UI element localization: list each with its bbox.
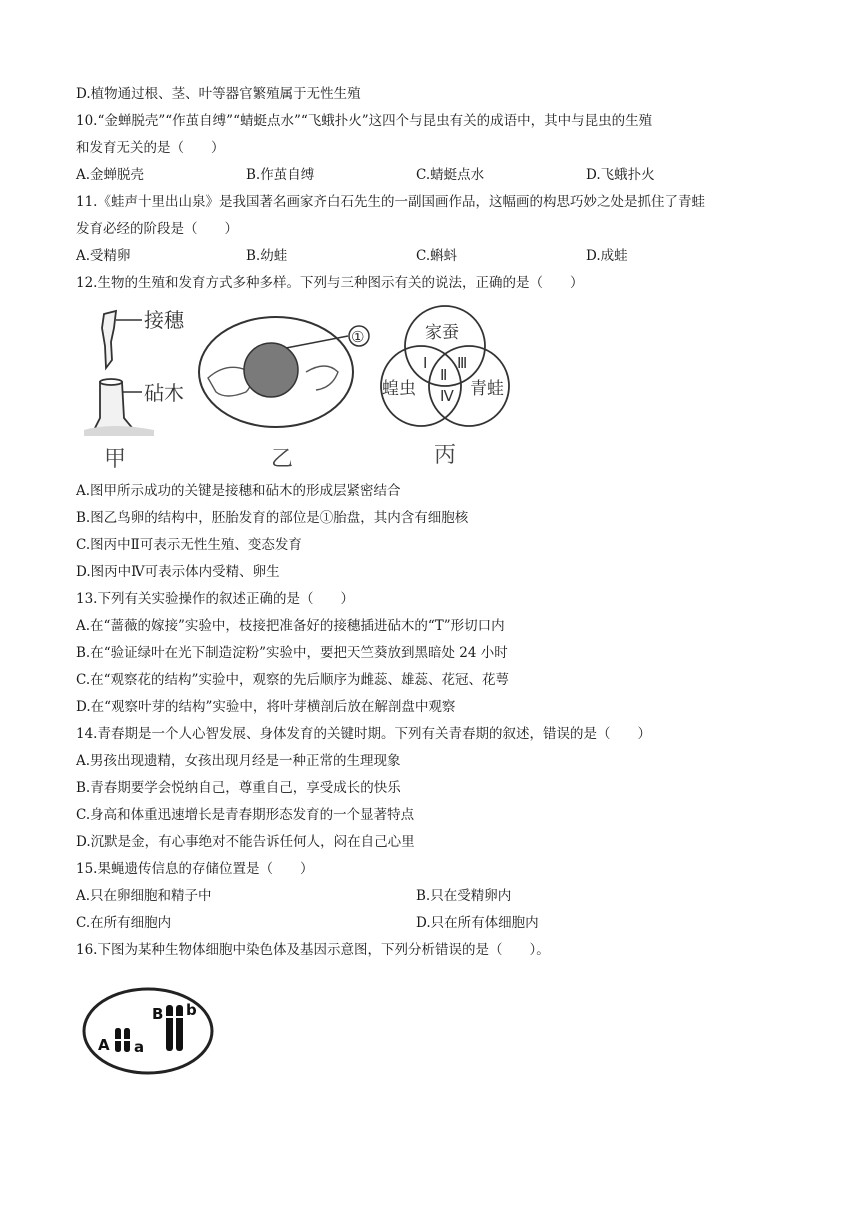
q13-stem: 13.下列有关实验操作的叙述正确的是（ ）: [76, 591, 354, 607]
q10-stem-line2: 和发育无关的是（ ）: [76, 140, 225, 156]
yolk: [244, 343, 298, 397]
q11-stem-line1: 11.《蛙声十里出山泉》是我国著名画家齐白石先生的一副国画作品，这幅画的构思巧妙之处是抓住了青蛙: [76, 194, 705, 210]
venn-region-1: Ⅰ: [423, 354, 428, 372]
label-stock: 砧木: [144, 381, 184, 405]
q12-option-d: D.图丙中Ⅳ可表示体内受精、卵生: [76, 564, 280, 580]
venn-frog: 青蛙: [470, 379, 504, 399]
q14-option-d: D.沉默是金，有心事绝对不能告诉任何人，闷在自己心里: [76, 834, 415, 850]
q11-option-a: A.受精卵: [76, 248, 131, 264]
label-scion: 接穗: [144, 308, 184, 332]
q16-stem: 16.下图为某种生物体细胞中染色体及基因示意图，下列分析错误的是（ ）。: [76, 942, 550, 958]
venn-region-2: Ⅱ: [440, 366, 448, 384]
q14-option-c: C.身高和体重迅速增长是青春期形态发育的一个显著特点: [76, 807, 415, 823]
scion-shape: [102, 311, 116, 368]
q15-stem: 15.果蝇遗传信息的存储位置是（ ）: [76, 861, 314, 877]
q10-option-b: B.作茧自缚: [246, 167, 315, 183]
q15-option-b: B.只在受精卵内: [416, 888, 512, 904]
q14-option-a: A.男孩出现遗精，女孩出现月经是一种正常的生理现象: [76, 753, 401, 769]
q11-option-c: C.蝌蚪: [416, 248, 458, 264]
gene-a: a: [134, 1038, 145, 1056]
q12-option-b: B.图乙鸟卵的结构中，胚胎发育的部位是①胎盘，其内含有细胞核: [76, 510, 469, 526]
stock-shape: [94, 382, 134, 430]
gene-A: A: [98, 1036, 110, 1054]
caption-bing: 丙: [434, 443, 457, 468]
venn-locust: 蝗虫: [382, 379, 416, 399]
q13-option-a: A.在“蔷薇的嫁接”实验中，枝接把准备好的接穗插进砧木的“T”形切口内: [76, 618, 505, 634]
q10-option-d: D.飞蛾扑火: [586, 167, 655, 183]
q10-stem-line1: 10.“金蝉脱壳”“作茧自缚”“蜻蜓点水”“飞蛾扑火”这四个与昆虫有关的成语中，其中与昆虫的生殖: [76, 113, 653, 129]
chromosome-large-2: [176, 1005, 183, 1051]
q11-option-b: B.幼蛙: [246, 248, 288, 264]
caption-yi: 乙: [271, 447, 294, 472]
gene-B: B: [152, 1005, 164, 1023]
venn-region-4: Ⅳ: [440, 387, 454, 405]
egg-diagram: [199, 317, 369, 427]
q12-figure: [76, 300, 516, 472]
gene-b: b: [186, 1001, 197, 1019]
q11-stem-line2: 发育必经的阶段是（ ）: [76, 221, 238, 237]
chromosome-large-1: [166, 1005, 173, 1051]
q16-cell-figure: [78, 985, 218, 1080]
q12-stem: 12.生物的生殖和发育方式多种多样。下列与三种图示有关的说法，正确的是（ ）: [76, 275, 584, 291]
q13-option-c: C.在“观察花的结构”实验中，观察的先后顺序为雌蕊、雄蕊、花冠、花萼: [76, 672, 509, 688]
q13-option-d: D.在“观察叶芽的结构”实验中，将叶芽横剖后放在解剖盘中观察: [76, 699, 456, 715]
q9-option-d: D.植物通过根、茎、叶等器官繁殖属于无性生殖: [76, 86, 361, 102]
q12-option-c: C.图丙中Ⅱ可表示无性生殖、变态发育: [76, 537, 302, 553]
q12-option-a: A.图甲所示成功的关键是接穗和砧木的形成层紧密结合: [76, 483, 401, 499]
q15-option-d: D.只在所有体细胞内: [416, 915, 539, 931]
egg-marker: ①: [351, 328, 365, 346]
q10-option-c: C.蜻蜓点水: [416, 167, 485, 183]
q11-option-d: D.成蛙: [586, 248, 628, 264]
venn-silkworm: 家蚕: [425, 323, 459, 343]
q15-option-a: A.只在卵细胞和精子中: [76, 888, 212, 904]
q13-option-b: B.在“验证绿叶在光下制造淀粉”实验中，要把天竺葵放到黑暗处 24 小时: [76, 645, 508, 661]
venn-region-3: Ⅲ: [457, 354, 468, 372]
q14-stem: 14.青春期是一个人心智发展、身体发育的关键时期。下列有关青春期的叙述，错误的是（ ）: [76, 726, 651, 742]
q14-option-b: B.青春期要学会悦纳自己，尊重自己，享受成长的快乐: [76, 780, 401, 796]
q15-option-c: C.在所有细胞内: [76, 915, 172, 931]
caption-jia: 甲: [104, 447, 127, 472]
q10-option-a: A.金蝉脱壳: [76, 167, 145, 183]
